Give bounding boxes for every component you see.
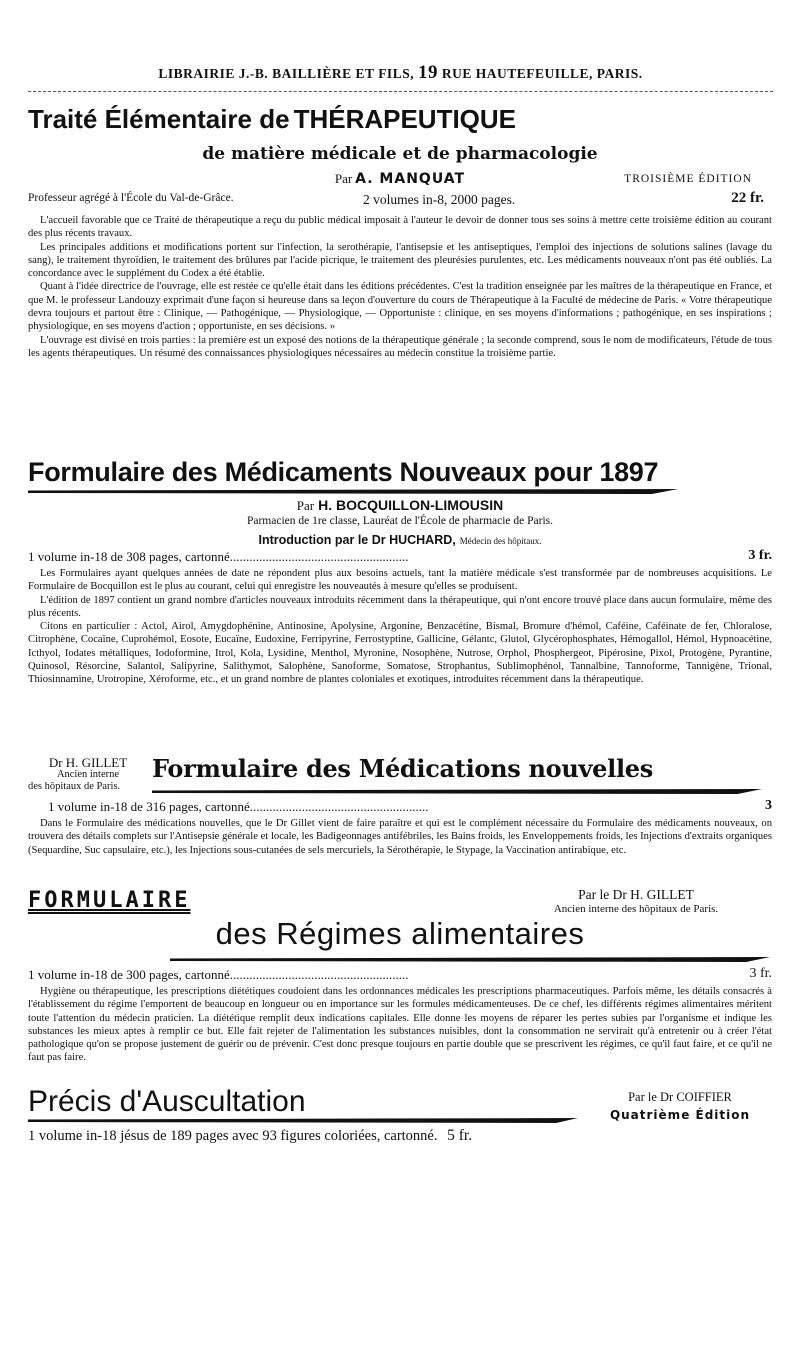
book1-author-title: Professeur agrégé à l'École du Val-de-Grâce. [28,192,234,204]
book1-para3: Quant à l'idée directrice de l'ouvrage, elle est restée ce qu'elle était dans les éditions précédentes. C'est la tradition enseignée par les maîtres de la thérapeutique en France, et que M. le professeur Landouzy exprimait d'une façon si heureuse dans sa leçon d'ouverture du cours de Thérapeutique à la Faculté de médecine de Paris. « Votre thérapeutique devra toujours et partout être : Clinique, — Pathogénique, — Physiologique, — Opportuniste : clinique, en ses moyens d'informations ; pathogénique, en ses inspirations ; physiologique, en ses moyens d'action ; opportuniste, en ses décisions. » [28,281,772,333]
publisher-suffix: RUE HAUTEFEUILLE, PARIS. [441,66,643,81]
book5-meta [28,1127,772,1145]
book5-title: Précis d'Auscultation [28,1085,306,1118]
book1-para1: L'accueil favorable que ce Traité de thérapeutique a reçu du public médical imposait à l'auteur le devoir de donner tous ses soins à mettre cette troisième édition au courant des plus récents travaux. [28,215,772,240]
book1-title-a: Traité Élémentaire de [28,104,290,134]
book1-subtitle: de matière médicale et de pharmacologie [202,144,598,164]
book1-author-line [28,171,772,187]
book3-rule [152,789,762,794]
book2-author-line [28,497,772,515]
book3-format: 1 volume in-18 de 316 pages, cartonné....................................................... [48,799,429,814]
book2-intro: Introduction par le Dr HUCHARD, [258,533,456,547]
book5-author: Par le Dr COIFFIER [628,1090,732,1104]
book3-author-line1: Dr H. GILLET [48,755,128,770]
book2-author-title: Parmacien de 1re classe, Lauréat de l'École de pharmacie de Paris. [246,515,554,527]
book4-para1: Hygiène ou thérapeutique, les prescriptions diététiques coudoient dans les ordonnances médicales les prescriptions pharmaceutiques. Parfois même, les détails consacrés à l'établissement du régime l'emportent de beaucoup en longueur ou en importance sur les formules médicamenteuses. De ce chef, les différents régimes alimentaires méritent toute l'attention du médecin praticien. La diététique remplit deux indications capitales. Elle donne les moyens de réparer les pertes subies par l'organisme et indique les substances les mieux aptes à remplir ce but. Elle fait rejeter de l'alimentation les substances nuisibles, dont la consommation ne servirait qu'à entretenir ou à créer l'état pathologique qu'on se propose justement de guérir ou de prévenir. C'est donc presque toujours en partie double que se prescrivent les régimes, ce qu'il faut faire, et ce qu'il ne faut pas faire. [28,986,772,1064]
book2-intro-line [28,531,772,549]
book2-author-prefix: Par [296,498,315,513]
book1-author: A. MANQUAT [355,171,466,187]
book2-author: H. BOCQUILLON-LIMOUSIN [318,497,504,513]
book3-body [28,817,772,857]
book1-format: 2 volumes in-8, 2000 pages. [363,192,516,207]
book3-price: 3 [765,798,772,813]
book4-format: 1 volume in-18 de 300 pages, cartonné....................................................... [28,967,409,982]
publisher-prefix: LIBRAIRIE J.-B. BAILLIÈRE ET FILS, [158,66,415,81]
book2-para3: Citons en particulier : Actol, Airol, Amygdophénine, Antinosine, Apolysine, Argonine, Benzacétine, Bismal, Bromure d'hémol, Caféine, Caféinate de fer, Chloralose, Citrophène, Cocaïne, Cuprohémol, Eosote, Eucaïne, Eudoxine, Ferripyrine, Ferrostyptine, Gallicine, Gélantc, Glutol, Glycérophosphates, Hémogallol, Hémol, Hypnoacétine, Icthyol, Iodates métalliques, Iodoformine, Itrol, Kola, Lysidine, Menthol, Myronine, Nosophène, Nutrose, Orphol, Phosphergeot, Pipérosine, Pixol, Protogène, Pyrantine, Quinosol, Résorcine, Salantol, Salipyrine, Salithymot, Salophène, Sanoforme, Somatose, Strophantus, Sublimophénol, Tannalbine, Tannoforme, Tannigène, Trional, Thiosinnamine, Urotropine, Xéroforme, etc., et un grand nombre de plantes coloniales et exotiques, introduites récemment dans la thérapeutique. [28,621,772,686]
book4-rule [170,957,770,962]
book1-para2: Les principales additions et modifications portent sur l'infection, la serothérapie, l'antisepsie et les antiseptiques, l'emploi des injections de solutions salines (lavage du sang), le traitement thyroïdien, le traitement des brûlures par l'acide picrique, le traitement des pleurésies purulentes, etc. Les médicaments nouveaux n'ont pas été oubliés. La concordance avec le supplément du Codex a été établie. [28,241,772,280]
publisher-number: 19 [417,62,438,83]
book2-rule [28,489,678,494]
book3-author-line3: des hôpitaux de Paris. [28,781,121,792]
book2-title-wrap [28,457,772,494]
book1-edition: TROISIÈME ÉDITION [624,173,752,185]
book1-price: 22 fr. [731,190,764,206]
book1-body [28,214,772,360]
publisher-header [0,62,801,84]
book2-price: 3 fr. [748,548,772,563]
book2-para2: L'édition de 1897 contient un grand nombre d'articles nouveaux introduits récemment dans la thérapeutique, qui n'ont encore trouvé place dans aucun formulaire, même des plus récents. [28,594,772,619]
book2-body [28,567,772,687]
book4-author-line1: Par le Dr H. GILLET [578,887,694,902]
book4-author-line2: Ancien interne des hôpitaux de Paris. [553,903,719,915]
book5-edition: Quatrième Édition [609,1108,751,1122]
book4-title-b: des Régimes alimentaires [215,916,585,951]
book4-author [500,887,772,917]
book2-intro-small: Médecin des hôpitaux. [459,536,542,546]
book5-price: 5 fr. [447,1127,473,1144]
book1-author-prefix: Par [334,171,353,186]
book3-title: Formulaire des Médications nouvelles [152,754,653,783]
book1-title [28,104,772,135]
book1-para4: L'ouvrage est divisé en trois parties : la première est un exposé des notions de la thérapeutique générale ; la seconde comprend, sous le nom de modificateurs, l'étude de tous les agents thérapeutiques. Un résumé des connaissances physiologiques nécessaires au médecin constitue la troisième partie. [28,334,772,359]
book5-format: 1 volume in-18 jésus de 189 pages avec 93 figures coloriées, cartonné. [28,1128,438,1144]
book5-author-block [585,1089,775,1123]
book4-body [28,985,772,1065]
book2-para1: Les Formulaires ayant quelques années de date ne répondent plus aux besoins actuels, tant la matière médicale s'est transformée par de nombreuses acquisitions. Le Formulaire de Bocquillon est le plus au courant, celui qui enregistre les nouveautés à mesure qu'elles se produisent. [28,568,772,593]
book3-author-line2: Ancien interne [56,769,120,780]
book4-title-a-text: FORMULAIRE [28,888,191,913]
divider [28,91,773,92]
book1-meta [28,190,772,207]
book3-para1: Dans le Formulaire des médications nouvelles, que le Dr Gillet vient de faire paraître et qui est le complément nécessaire du Formulaire des médicaments nouveaux, on trouvera des détails complets sur l'Antisepsie générale et locale, les Badigeonnages antifébriles, les Bains froids, les Enveloppements froids, les Injections d'extraits organiques (Sequardine, Suc capsulaire, etc.), les Injections sous-cutanées de sels mercuriels, la Sérothérapie, le Stypage, la Vaccination antirabique, etc. [28,818,772,856]
book1-title-b: THÉRAPEUTIQUE [293,104,517,134]
book3-author-block [28,757,148,793]
book3-title-wrap [152,754,772,783]
book2-format: 1 volume in-18 de 308 pages, cartonné....................................................... [28,549,409,564]
book2-title: Formulaire des Médicaments Nouveaux pour 1897 [28,457,659,487]
book4-price: 3 fr. [749,966,772,981]
